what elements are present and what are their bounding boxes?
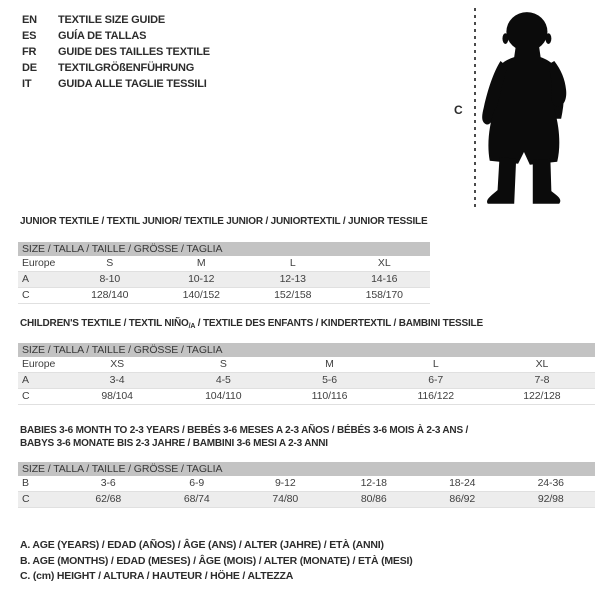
age-cell: 8-10 (99, 273, 121, 285)
size-header-bar: SIZE / TALLA / TAILLE / GRÖSSE / TAGLIA (18, 242, 430, 256)
children-heading-subscript: /A (188, 323, 196, 330)
row-label: C (22, 289, 30, 301)
size-header-bar: SIZE / TALLA / TAILLE / GRÖSSE / TAGLIA (18, 462, 595, 476)
language-row (22, 28, 210, 44)
age-cell: 7-8 (534, 374, 550, 386)
babies-heading-line1: BABIES 3-6 MONTH TO 2-3 YEARS / BEBÉS 3-6 MESES A 2-3 AÑOS / BÉBÉS 3-6 MOIS À 2-3 ANS / (20, 425, 469, 436)
height-cell: 116/122 (417, 390, 454, 402)
height-cell: 68/74 (183, 493, 210, 505)
row-label: A (22, 374, 29, 386)
language-code: ES (22, 30, 37, 42)
language-code: DE (22, 62, 37, 74)
size-cell: XL (535, 358, 549, 370)
age-cell: 3-6 (100, 477, 116, 489)
height-cell: 104/110 (205, 390, 242, 402)
height-cell: 98/104 (101, 390, 133, 402)
language-code: FR (22, 46, 37, 58)
language-row (22, 44, 210, 60)
table-row-age (18, 373, 595, 389)
toddler-silhouette-icon (479, 9, 567, 206)
row-label: C (22, 390, 30, 402)
footnote-b: B. AGE (MONTHS) / EDAD (MESES) / ÂGE (MOIS) / ALTER (MONATE) / ETÀ (MESI) (20, 554, 413, 567)
age-cell: 6-7 (428, 374, 444, 386)
height-cell: 86/92 (449, 493, 476, 505)
age-cell: 6-9 (189, 477, 205, 489)
language-row (22, 60, 210, 76)
row-label: Europe (22, 358, 56, 370)
height-cell: 80/86 (360, 493, 387, 505)
row-label: Europe (22, 257, 56, 269)
age-cell: 4-5 (215, 374, 231, 386)
row-label: A (22, 273, 29, 285)
babies-size-table (18, 462, 595, 508)
legend-footnotes (20, 538, 413, 585)
size-header-bar: SIZE / TALLA / TAILLE / GRÖSSE / TAGLIA (18, 343, 595, 357)
language-row (22, 76, 210, 92)
table-row-height (18, 389, 595, 405)
table-row-europe (18, 256, 430, 272)
age-cell: 10-12 (188, 273, 215, 285)
height-cell: 140/152 (182, 289, 220, 301)
language-title: GUÍA DE TALLAS (58, 30, 147, 42)
age-cell: 12-13 (279, 273, 306, 285)
height-cell: 128/140 (91, 289, 129, 301)
age-cell: 18-24 (449, 477, 476, 489)
table-row-age (18, 272, 430, 288)
age-cell: 9-12 (274, 477, 296, 489)
size-cell: XL (377, 257, 391, 269)
junior-size-table (18, 242, 430, 304)
size-cell: S (219, 358, 227, 370)
table-row-age-months (18, 476, 595, 492)
height-cell: 110/116 (311, 390, 348, 402)
height-cell: 74/80 (272, 493, 299, 505)
size-cell: L (432, 358, 439, 370)
height-cell: 62/68 (95, 493, 122, 505)
height-measure-label: C (454, 103, 463, 117)
age-cell: 24-36 (537, 477, 564, 489)
size-cell: S (106, 257, 114, 269)
language-code: EN (22, 14, 37, 26)
age-cell: 14-16 (371, 273, 398, 285)
footnote-c: C. (cm) HEIGHT / ALTURA / HAUTEUR / HÖHE / ALTEZZA (20, 570, 294, 582)
age-cell: 3-4 (109, 374, 125, 386)
row-label: C (22, 493, 30, 505)
babies-heading-line2: BABYS 3-6 MONATE BIS 2-3 JAHRE / BAMBINI 3-6 MESI A 2-3 ANNI (20, 438, 328, 449)
age-cell: 5-6 (322, 374, 337, 386)
size-cell: M (325, 358, 334, 370)
babies-section-heading (20, 424, 468, 450)
language-title-list (22, 12, 210, 92)
size-cell: M (196, 257, 206, 269)
children-size-table (18, 343, 595, 405)
language-title: TEXTILE SIZE GUIDE (58, 14, 166, 26)
footnote-a: A. AGE (YEARS) / EDAD (AÑOS) / ÂGE (ANS) / ALTER (JAHRE) / ETÀ (ANNI) (20, 539, 384, 551)
children-heading-post: / TEXTILE DES ENFANTS / KINDERTEXTIL / BAMBINI TESSILE (195, 318, 483, 329)
table-row-height (18, 492, 595, 508)
height-cell: 92/98 (537, 493, 564, 505)
age-cell: 12-18 (360, 477, 387, 489)
height-measure-dashed-line (474, 8, 476, 209)
language-title: GUIDA ALLE TAGLIE TESSILI (58, 78, 207, 90)
junior-section-heading: JUNIOR TEXTILE / TEXTIL JUNIOR/ TEXTILE JUNIOR / JUNIORTEXTIL / JUNIOR TESSILE (20, 216, 428, 227)
table-row-europe (18, 357, 595, 373)
language-row (22, 12, 210, 28)
children-section-heading (20, 318, 483, 330)
children-heading-pre: CHILDREN'S TEXTILE / TEXTIL NIÑO (20, 318, 189, 329)
row-label: B (22, 477, 29, 489)
height-cell: 122/128 (523, 390, 561, 402)
table-row-height (18, 288, 430, 304)
language-title: GUIDE DES TAILLES TEXTILE (58, 46, 210, 58)
height-cell: 152/158 (274, 289, 312, 301)
size-cell: L (289, 257, 296, 269)
language-title: TEXTILGRÖßENFÜHRUNG (58, 62, 195, 74)
height-cell: 158/170 (365, 289, 403, 301)
language-code: IT (22, 78, 32, 90)
size-cell: XS (110, 358, 124, 370)
